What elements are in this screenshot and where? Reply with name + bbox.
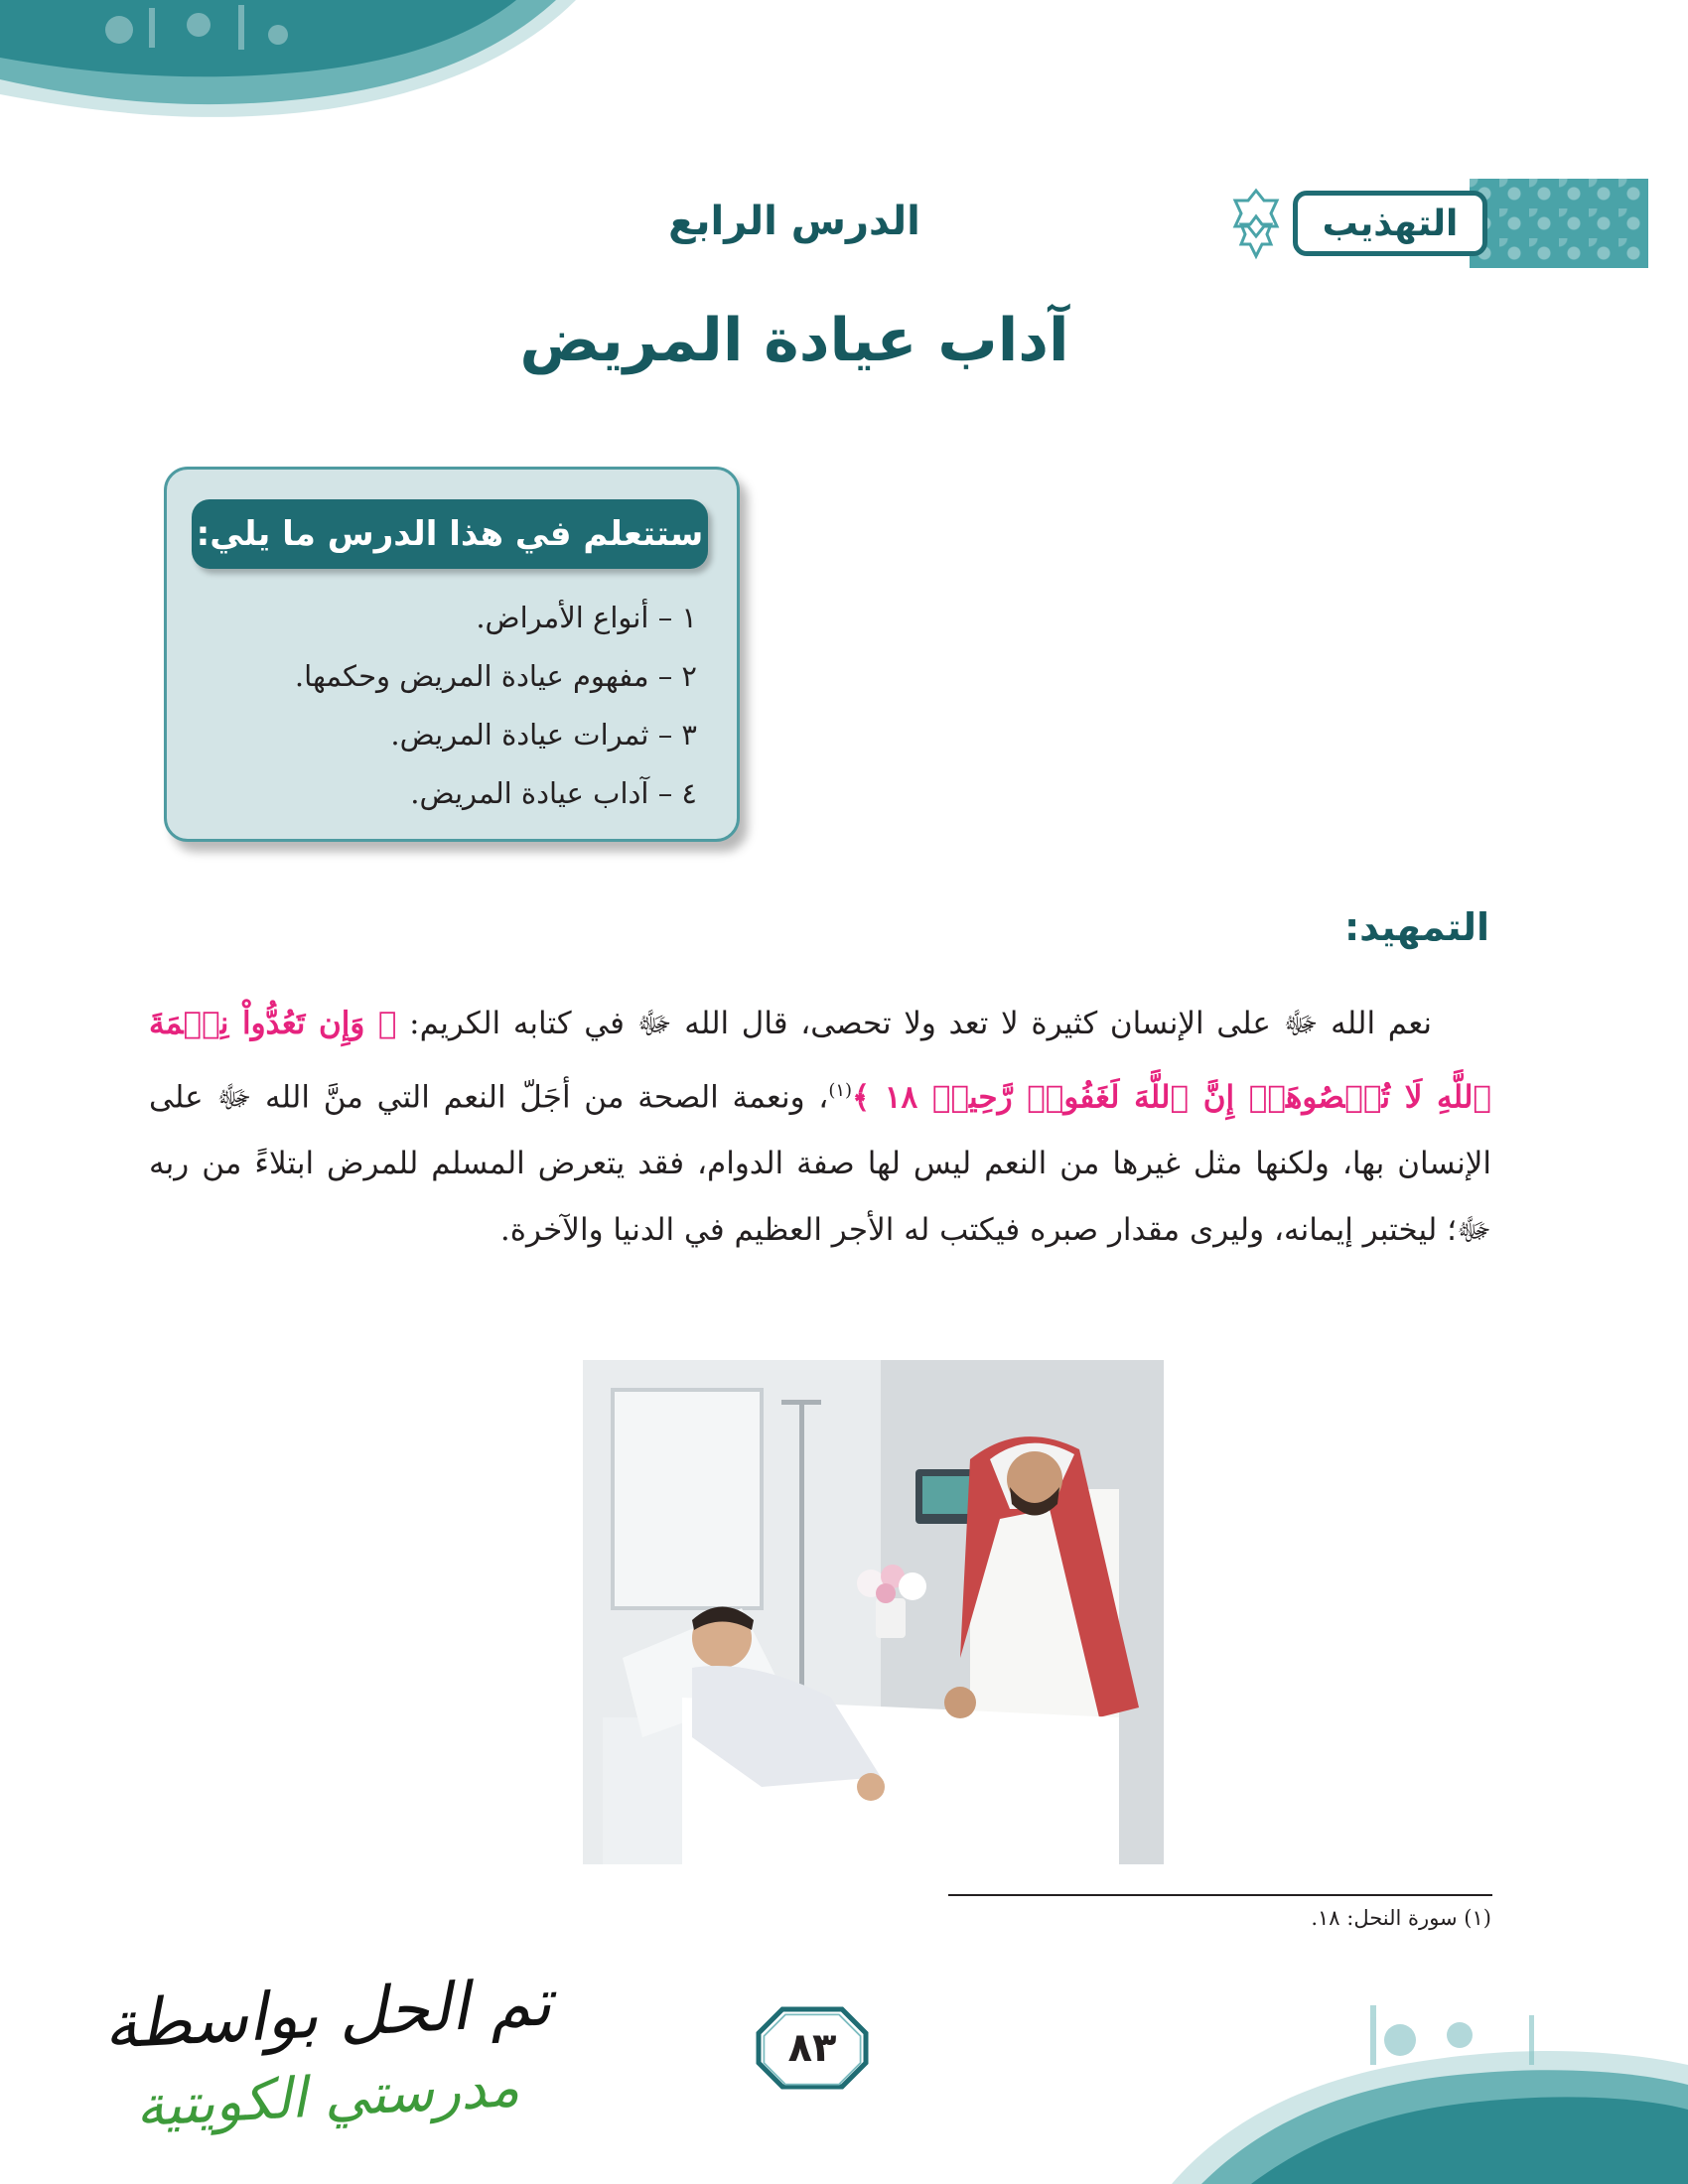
subject-pattern <box>1470 179 1648 268</box>
watermark-line2: مدرستي الكويتية <box>134 2054 521 2140</box>
intro-heading: التمهيد: <box>1343 905 1489 949</box>
quran-verse: ﴿ وَإِن تَعُدُّواْ نِعۡمَةَ ٱللَّهِ لَا تُحۡصُوهَآۗ إِنَّ ٱللَّهَ لَغَفُورٞ رَّحِيمٞ ١٨ ﴾ <box>149 1006 1491 1116</box>
intro-paragraph <box>149 991 1491 1264</box>
objective-item: ٢ – مفهوم عيادة المريض وحكمها. <box>294 659 697 693</box>
objectives-list <box>201 589 697 823</box>
footnote-ref: (١) <box>828 1080 853 1101</box>
bottom-corner-ornament <box>1172 1946 1688 2184</box>
intro-text-part2: ، ونعمة الصحة من أجَلّ النعم التي منَّ الله ﷻ على الإنسان بها، ولكنها مثل غيرها من النعم ليس لها صفة الدوام، فقد يتعرض المسلم للمرض ابتلاءً من ربه ﷻ؛ ليختبر إيمانه، وليرى مقدار صبره فيكتب له الأجر العظيم في الدنيا والآخرة. <box>149 1079 1491 1249</box>
objectives-heading: ستتعلم في هذا الدرس ما يلي: <box>192 499 708 569</box>
intro-text-part1: نعم الله ﷻ على الإنسان كثيرة لا تعد ولا تحصى، قال الله ﷻ في كتابه الكريم: <box>396 1006 1432 1041</box>
lesson-title: آداب عيادة المريض <box>519 306 1069 375</box>
objective-item: ١ – أنواع الأمراض. <box>476 601 697 634</box>
top-corner-ornament <box>0 0 576 159</box>
page-number-badge <box>753 2003 872 2093</box>
objective-item: ٤ – آداب عيادة المريض. <box>410 776 697 810</box>
hospital-visit-photo <box>583 1360 1164 1864</box>
footnote-divider <box>948 1894 1492 1896</box>
footnote: (١) سورة النحل: ١٨. <box>1311 1906 1491 1930</box>
objectives-box <box>164 467 740 842</box>
subject-label: التهذيب <box>1293 191 1487 256</box>
watermark-line1: تم الحل بواسطة <box>101 1964 554 2064</box>
subject-tab <box>1231 179 1648 268</box>
page-number: ٨٣ <box>787 2025 837 2071</box>
objective-item: ٣ – ثمرات عيادة المريض. <box>390 718 697 751</box>
lesson-number: الدرس الرابع <box>668 199 920 244</box>
star-ornament-icon <box>1231 187 1281 260</box>
